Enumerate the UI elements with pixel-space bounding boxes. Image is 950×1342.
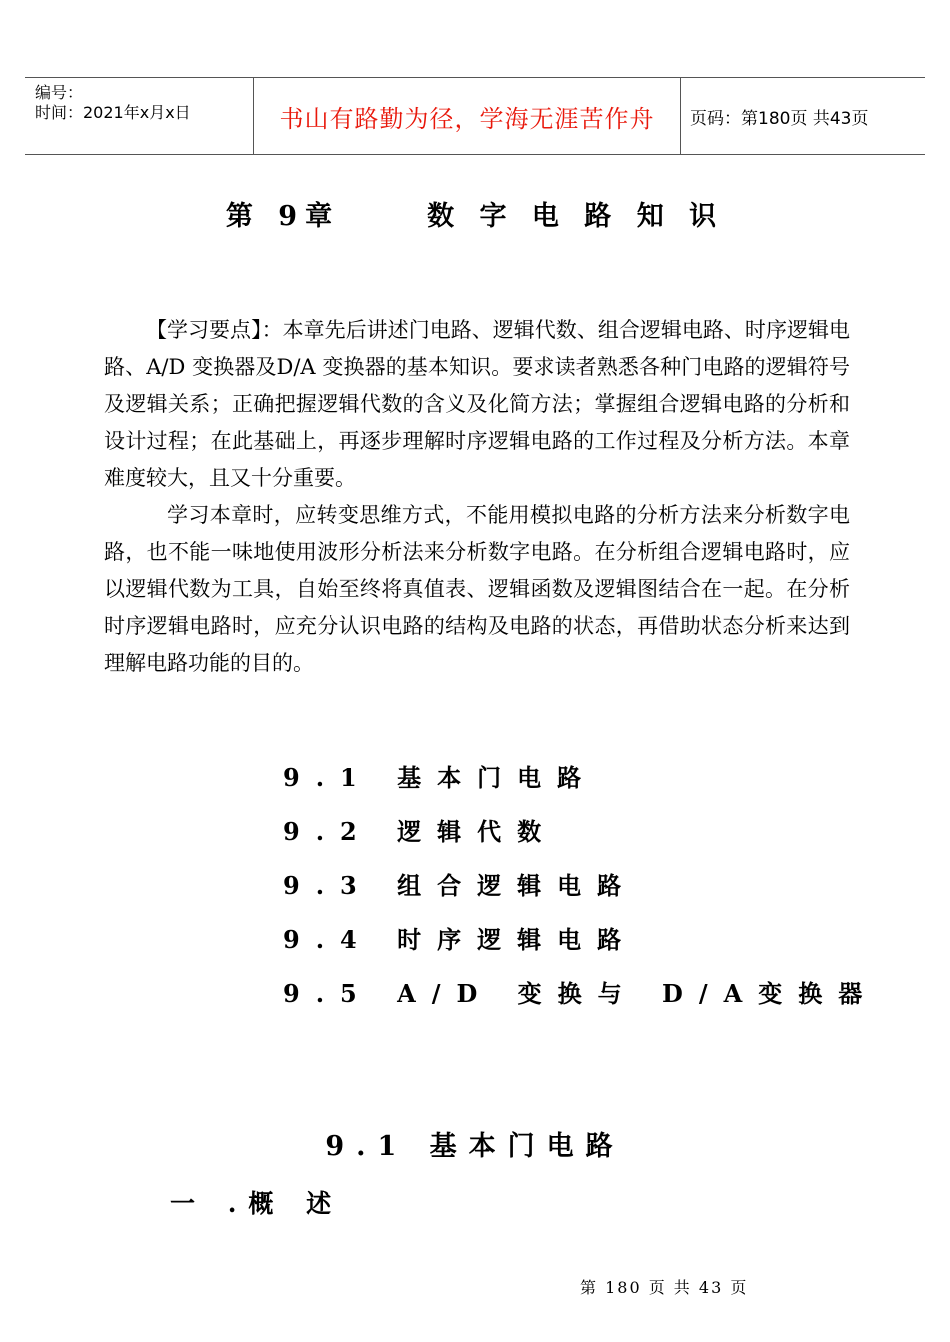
- toc-item: 9.5 A/D 变换与 D/A变换器: [283, 979, 879, 1008]
- page-info: 页码：第180页 共43页: [690, 108, 869, 129]
- learning-points-paragraph: 【学习要点】：本章先后讲述门电路、逻辑代数、组合逻辑电路、时序逻辑电路、A/D 变换器及D/A 变换器的基本知识。要求读者熟悉各种门电路的逻辑符号及逻辑关系；正确把握逻辑代数的含义及化简方法；掌握组合逻辑电路的分析和设计过程；在此基础上，再逐步理解时序逻辑电路的工作过程及分析方法。本章难度较大，且又十分重要。: [104, 318, 850, 490]
- study-advice-paragraph: 学习本章时，应转变思维方式，不能用模拟电路的分析方法来分析数字电路，也不能一味地使用波形分析法来分析数字电路。在分析组合逻辑电路时，应以逻辑代数为工具，自始至终将真值表、逻辑函数及逻辑图结合在一起。在分析时序逻辑电路时，应充分认识电路的结构及电路的状态，再借助状态分析来达到理解电路功能的目的。: [104, 503, 850, 675]
- section-title: 9.1 基本门电路: [325, 1131, 625, 1162]
- toc-item: 9.2 逻辑代数: [283, 817, 558, 846]
- motto-text: 书山有路勤为径，学海无涯苦作舟: [279, 104, 655, 133]
- header-meta-cell: [25, 78, 254, 154]
- page-header: [25, 77, 925, 155]
- subsection-title: 一 .概 述: [170, 1189, 344, 1218]
- chapter-title: 第 9章 数 字 电 路 知 识: [225, 201, 725, 232]
- toc-item: 9.1 基本门电路: [283, 763, 598, 792]
- header-page-cell: [681, 78, 925, 154]
- toc-item: 9.3 组合逻辑电路: [283, 871, 638, 900]
- time-label: 时间：2021年x月x日: [35, 103, 191, 122]
- header-motto-cell: [254, 78, 681, 154]
- code-label: 编号：: [35, 83, 84, 102]
- table-of-contents: [283, 760, 878, 1030]
- page-footer: 第 180 页 共 43 页: [580, 1278, 749, 1297]
- toc-item: 9.4 时序逻辑电路: [283, 925, 638, 954]
